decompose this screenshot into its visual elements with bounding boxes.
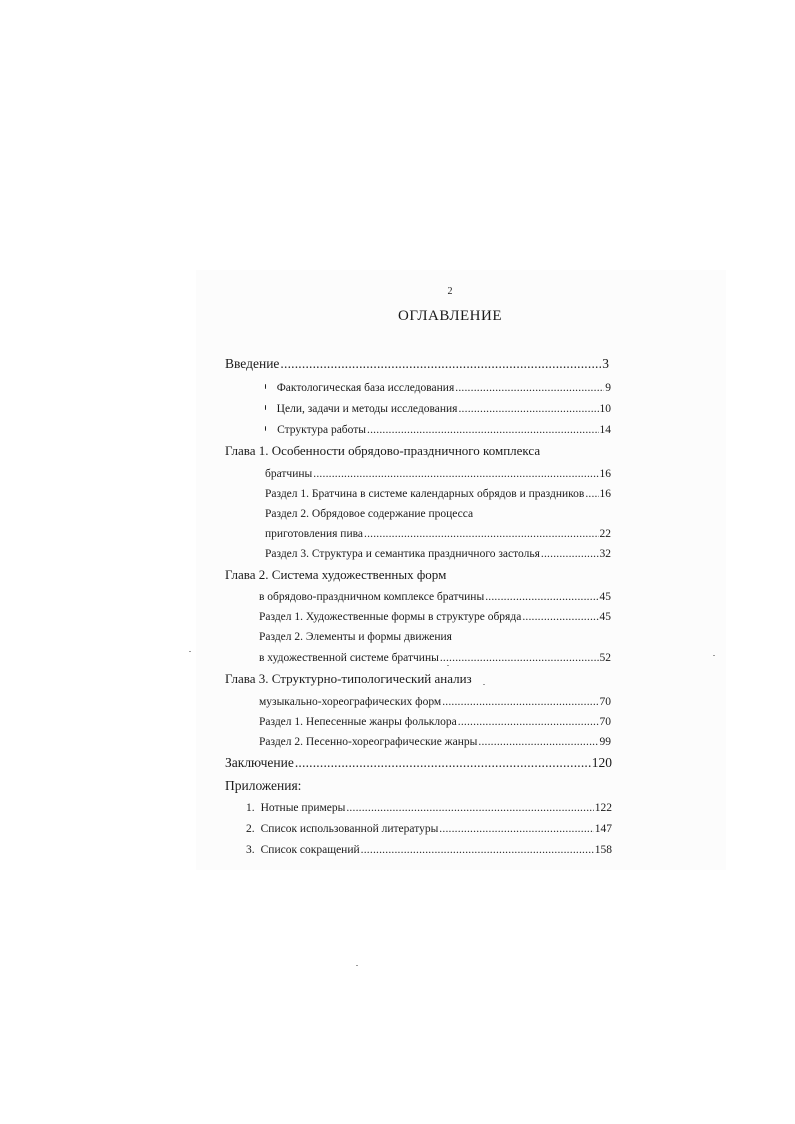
toc-entry-section-cont <box>265 526 611 542</box>
chapter-number: Глава 2. <box>225 567 269 582</box>
toc-entry-section <box>265 546 611 562</box>
toc-entry-page: 45 <box>599 611 611 623</box>
toc-entry-chapter-1 <box>265 466 611 482</box>
toc-entry-label: в художественной системе братчины <box>259 652 439 664</box>
toc-entry-label: Раздел 1. Художественные формы в структуре обряда <box>259 611 522 623</box>
toc-entry-section <box>259 629 611 645</box>
toc-entry-conclusion <box>225 755 612 771</box>
toc-entry-label: в обрядово-праздничном комплексе братчины <box>259 591 485 603</box>
toc-entry-page: 120 <box>591 755 612 770</box>
chapter-title: Структурно-типологический анализ <box>271 671 472 686</box>
chapter-title: Особенности обрядово-праздничного комплекса <box>271 443 541 458</box>
chapter-number: Глава 1. <box>225 443 269 458</box>
toc-entry-appendix <box>246 842 612 858</box>
toc-entry-page: 52 <box>599 652 611 664</box>
page-number: 2 <box>447 286 453 297</box>
toc-entry-label: Раздел 3. Структура и семантика праздничного застолья <box>265 548 540 560</box>
toc-entry-label: Приложения: <box>225 778 302 793</box>
leader-dots <box>485 589 598 605</box>
toc-entry-intro-item <box>265 422 611 438</box>
toc-entry-page: 32 <box>599 548 611 560</box>
leader-dots <box>361 842 594 858</box>
chapter-3-heading <box>225 671 625 687</box>
toc-entry-page: 14 <box>599 424 611 436</box>
list-number: 1. <box>246 802 255 814</box>
toc-entry-page: 3 <box>602 356 609 371</box>
toc-entry-page: 99 <box>599 736 611 748</box>
toc-entry-label: Структура работы <box>277 424 367 436</box>
toc-entry-label: приготовления пива <box>265 528 363 540</box>
chapter-1-heading <box>225 443 625 459</box>
toc-entry-page: 70 <box>599 716 611 728</box>
leader-dots <box>439 821 593 837</box>
toc-entry-label: Раздел 2. Обрядовое содержание процесса <box>265 508 474 520</box>
toc-appendices-heading <box>225 778 525 794</box>
toc-entry-page: 9 <box>605 382 611 394</box>
leader-dots <box>458 714 599 730</box>
toc-entry-page: 16 <box>599 488 611 500</box>
leader-dots <box>364 526 599 542</box>
leader-dots <box>541 546 599 562</box>
leader-dots <box>585 486 598 502</box>
toc-entry-intro <box>225 356 609 372</box>
toc-entry-appendix <box>246 821 612 837</box>
toc-entry-label: Раздел 1. Непесенные жанры фольклора <box>259 716 457 728</box>
bullet-icon <box>265 426 266 431</box>
leader-dots <box>455 380 604 396</box>
page-title: ОГЛАВЛЕНИЕ <box>398 308 502 324</box>
leader-dots <box>478 734 598 750</box>
toc-entry-page: 45 <box>599 591 611 603</box>
toc-entry-chapter-2 <box>259 589 611 605</box>
toc-entry-label: музыкально-хореографических форм <box>259 696 442 708</box>
bullet-icon <box>265 384 266 389</box>
toc-entry-label: Введение <box>225 356 280 371</box>
leader-dots <box>442 694 598 710</box>
toc-entry-section <box>259 714 611 730</box>
scan-speck <box>447 665 449 666</box>
leader-dots <box>346 800 593 816</box>
toc-entry-page: 122 <box>594 802 612 814</box>
toc-entry-intro-item <box>265 401 611 417</box>
toc-entry-section <box>259 609 611 625</box>
scan-speck <box>356 965 358 966</box>
toc-entry-label: Раздел 2. Песенно-хореографические жанры <box>259 736 478 748</box>
toc-entry-page: 70 <box>599 696 611 708</box>
toc-entry-section-cont <box>259 650 611 666</box>
leader-dots <box>295 755 591 771</box>
toc-entry-page: 158 <box>594 844 612 856</box>
scan-speck <box>483 684 485 685</box>
toc-entry-page: 147 <box>594 823 612 835</box>
toc-entry-label: Фактологическая база исследования <box>276 382 455 394</box>
chapter-title: Система художественных форм <box>271 567 447 582</box>
toc-entry-label: Цели, задачи и методы исследования <box>276 403 458 415</box>
bullet-icon <box>265 405 266 410</box>
toc-entry-chapter-3 <box>259 694 611 710</box>
toc-entry-label: Раздел 2. Элементы и формы движения <box>259 631 452 643</box>
toc-entry-section <box>265 506 611 522</box>
list-number: 3. <box>246 844 255 856</box>
list-number: 2. <box>246 823 255 835</box>
scan-speck <box>713 655 715 656</box>
toc-entry-intro-item <box>265 380 611 396</box>
chapter-number: Глава 3. <box>225 671 269 686</box>
leader-dots <box>313 466 598 482</box>
toc-entry-section <box>259 734 611 750</box>
toc-entry-page: 16 <box>599 468 611 480</box>
leader-dots <box>440 650 599 666</box>
toc-entry-appendix <box>246 800 612 816</box>
toc-entry-label: Заключение <box>225 755 294 770</box>
chapter-2-heading <box>225 567 625 583</box>
toc-entry-label: Раздел 1. Братчина в системе календарных обрядов и праздников <box>265 488 585 500</box>
scan-speck <box>189 651 191 652</box>
leader-dots <box>522 609 598 625</box>
toc-entry-label: Нотные примеры <box>260 802 346 814</box>
toc-entry-label: братчины <box>265 468 313 480</box>
toc-entry-label: Список использованной литературы <box>260 823 439 835</box>
toc-entry-label: Список сокращений <box>260 844 360 856</box>
toc-entry-page: 22 <box>599 528 611 540</box>
toc-entry-page: 10 <box>599 403 611 415</box>
leader-dots <box>367 422 598 438</box>
toc-entry-section <box>265 486 611 502</box>
leader-dots <box>458 401 598 417</box>
leader-dots <box>280 356 601 372</box>
